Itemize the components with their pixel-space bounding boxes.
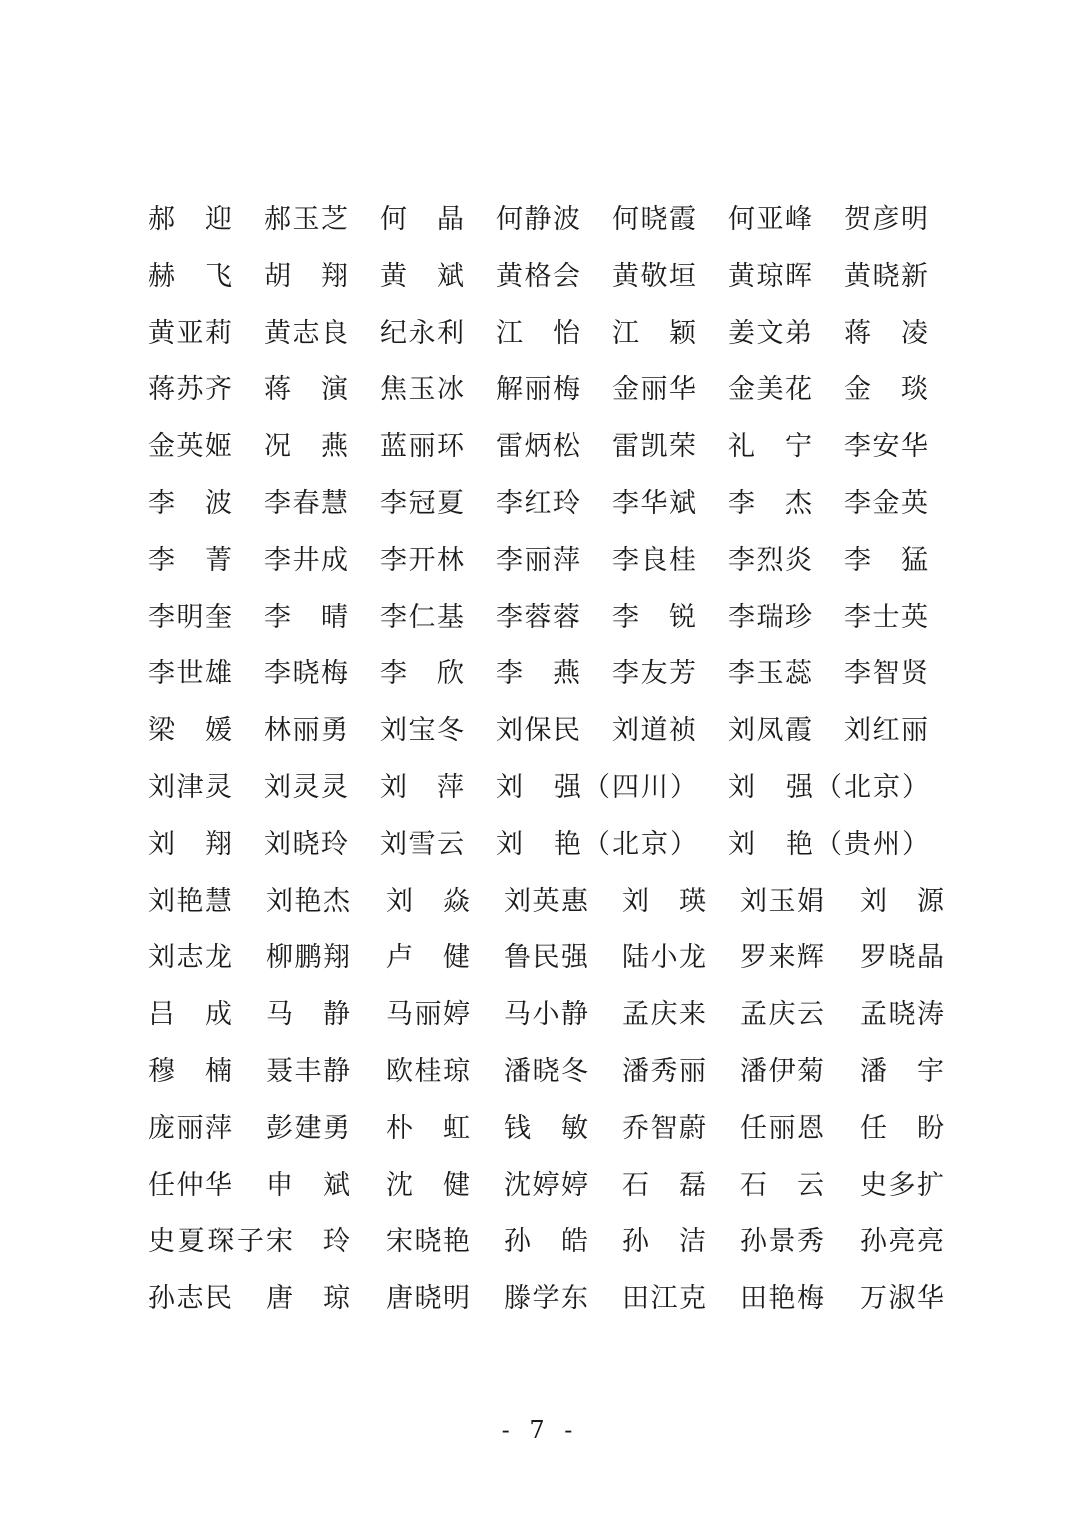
name-entry: 孙 亮 亮 xyxy=(860,1226,944,1258)
name-entry: 吕 成 xyxy=(148,999,232,1031)
name-entry: 孟 庆 云 xyxy=(740,999,824,1031)
name-entry: 李 金 英 xyxy=(844,488,928,519)
name-entry: 鲁 民 强 xyxy=(504,942,588,974)
name-row xyxy=(0,825,1080,865)
name-entry: 李 世 雄 xyxy=(148,658,232,690)
name-entry: 唐 晓 明 xyxy=(386,1283,470,1315)
name-entry: 黄 斌 xyxy=(380,260,464,292)
name-entry: 李 红 玲 xyxy=(496,488,580,519)
name-row xyxy=(0,654,1080,694)
name-entry: 柳 鹏 翔 xyxy=(266,942,350,974)
name-entry: 李 猛 xyxy=(844,544,928,576)
name-entry: 马 丽 婷 xyxy=(386,999,470,1031)
name-entry: 姜 文 弟 xyxy=(728,317,812,349)
name-entry: 李 瑞 珍 xyxy=(728,601,812,633)
name-entry: 贺 彦 明 xyxy=(844,204,928,235)
name-entry: 黄 晓 新 xyxy=(844,260,928,292)
name-entry: 石 磊 xyxy=(622,1169,706,1201)
name-row xyxy=(0,1109,1080,1149)
name-entry: 万 淑 华 xyxy=(860,1283,944,1315)
name-entry: 刘 萍 xyxy=(380,772,464,803)
name-entry: 蒋 凌 xyxy=(844,317,928,349)
name-row xyxy=(0,1052,1080,1092)
name-row xyxy=(0,200,1080,240)
name-entry: 何 静 波 xyxy=(496,204,580,235)
name-entry: 罗 来 辉 xyxy=(740,942,824,974)
name-entry: 马 小 静 xyxy=(504,999,588,1031)
name-row xyxy=(0,370,1080,410)
name-entry: 李 菁 xyxy=(148,544,232,576)
name-entry: 金 琰 xyxy=(844,374,928,406)
name-entry: 孙 志 民 xyxy=(148,1283,232,1315)
name-entry: 潘 秀 丽 xyxy=(622,1056,706,1087)
name-entry: 刘 英 惠 xyxy=(504,885,588,917)
name-row xyxy=(0,882,1080,922)
name-entry: 刘 瑛 xyxy=(622,885,706,917)
name-entry: 刘 雪 云 xyxy=(380,828,464,860)
name-entry: 任 丽 恩 xyxy=(740,1112,824,1144)
name-entry: 李 春 慧 xyxy=(264,488,348,519)
name-entry: 史 多 扩 xyxy=(860,1169,944,1201)
name-entry: 马 静 xyxy=(266,999,350,1031)
name-entry: 蒋 苏 齐 xyxy=(148,374,232,406)
name-entry: 潘 伊 菊 xyxy=(740,1056,824,1087)
name-entry: 李 开 林 xyxy=(380,544,464,576)
name-entry: 朴 虹 xyxy=(386,1112,470,1144)
name-entry: 雷 凯 荣 xyxy=(612,431,696,463)
name-entry: 沈 健 xyxy=(386,1169,470,1201)
name-entry: 黄 琼 晖 xyxy=(728,260,812,292)
name-row xyxy=(0,768,1080,808)
name-entry: 孙 皓 xyxy=(504,1226,588,1258)
name-entry: 况 燕 xyxy=(264,431,348,463)
name-row xyxy=(0,711,1080,751)
name-row xyxy=(0,1279,1080,1319)
name-entry: 宋 玲 xyxy=(266,1226,350,1258)
name-entry: 林 丽 勇 xyxy=(264,715,348,747)
name-entry: 刘 玉 娟 xyxy=(740,885,824,917)
name-entry: 钱 敏 xyxy=(504,1112,588,1144)
name-entry: 潘 宇 xyxy=(860,1056,944,1087)
name-entry: 李 冠 夏 xyxy=(380,488,464,519)
name-row xyxy=(0,257,1080,297)
name-row xyxy=(0,1166,1080,1206)
name-entry: 刘 宝 冬 xyxy=(380,715,464,747)
name-entry: 金 英 姬 xyxy=(148,431,232,463)
name-entry: 金 丽 华 xyxy=(612,374,696,406)
name-row xyxy=(0,484,1080,524)
name-entry: 孟 晓 涛 xyxy=(860,999,944,1031)
name-entry: 刘 翔 xyxy=(148,828,232,860)
name-entry: 郝 迎 xyxy=(148,204,232,235)
name-entry: 孙 景 秀 xyxy=(740,1226,824,1258)
name-entry: 刘 红 丽 xyxy=(844,715,928,747)
name-entry: 李 蓉 蓉 xyxy=(496,601,580,633)
name-entry: 刘 强（四川） xyxy=(496,772,699,803)
name-row xyxy=(0,427,1080,467)
name-entry: 潘 晓 冬 xyxy=(504,1056,588,1087)
name-entry: 李 士 英 xyxy=(844,601,928,633)
name-entry: 宋 晓 艳 xyxy=(386,1226,470,1258)
name-entry: 李 智 贤 xyxy=(844,658,928,690)
name-entry: 刘 灵 灵 xyxy=(264,772,348,803)
name-entry: 欧 桂 琼 xyxy=(386,1056,470,1087)
name-entry: 穆 楠 xyxy=(148,1056,232,1087)
name-entry: 解 丽 梅 xyxy=(496,374,580,406)
page-number: - 7 - xyxy=(501,1416,579,1444)
name-entry: 李 友 芳 xyxy=(612,658,696,690)
name-entry: 李 欣 xyxy=(380,658,464,690)
name-row xyxy=(0,938,1080,978)
name-entry: 史 夏 琛 子 xyxy=(148,1226,264,1258)
name-entry: 何 晶 xyxy=(380,204,464,235)
name-entry: 何 晓 霞 xyxy=(612,204,696,235)
name-entry: 梁 媛 xyxy=(148,715,232,747)
name-entry: 黄 格 会 xyxy=(496,260,580,292)
name-entry: 任 仲 华 xyxy=(148,1169,232,1201)
name-entry: 江 怡 xyxy=(496,317,580,349)
name-entry: 孟 庆 来 xyxy=(622,999,706,1031)
name-entry: 李 晓 梅 xyxy=(264,658,348,690)
name-entry: 罗 晓 晶 xyxy=(860,942,944,974)
name-entry: 沈 婷 婷 xyxy=(504,1169,588,1201)
name-entry: 李 杰 xyxy=(728,488,812,519)
name-entry: 任 盼 xyxy=(860,1112,944,1144)
name-entry: 黄 敬 垣 xyxy=(612,260,696,292)
name-entry: 李 玉 蕊 xyxy=(728,658,812,690)
name-entry: 申 斌 xyxy=(266,1169,350,1201)
name-entry: 田 江 克 xyxy=(622,1283,706,1315)
name-entry: 李 丽 萍 xyxy=(496,544,580,576)
name-entry: 刘 艳（北京） xyxy=(496,828,699,860)
name-entry: 江 颖 xyxy=(612,317,696,349)
name-entry: 田 艳 梅 xyxy=(740,1283,824,1315)
name-entry: 黄 亚 莉 xyxy=(148,317,232,349)
name-entry: 蒋 演 xyxy=(264,374,348,406)
name-entry: 唐 琼 xyxy=(266,1283,350,1315)
name-entry: 蓝 丽 环 xyxy=(380,431,464,463)
name-entry: 郝 玉 芝 xyxy=(264,204,348,235)
name-entry: 李 燕 xyxy=(496,658,580,690)
name-entry: 孙 洁 xyxy=(622,1226,706,1258)
name-row xyxy=(0,314,1080,354)
name-entry: 刘 志 龙 xyxy=(148,942,232,974)
name-entry: 赫 飞 xyxy=(148,260,232,292)
name-entry: 刘 强（北京） xyxy=(728,772,931,803)
name-entry: 李 晴 xyxy=(264,601,348,633)
name-entry: 李 安 华 xyxy=(844,431,928,463)
name-entry: 刘 艳 杰 xyxy=(266,885,350,917)
name-entry: 滕 学 东 xyxy=(504,1283,588,1315)
name-entry: 礼 宁 xyxy=(728,431,812,463)
name-entry: 刘 凤 霞 xyxy=(728,715,812,747)
name-row xyxy=(0,541,1080,581)
name-entry: 刘 艳 慧 xyxy=(148,885,232,917)
name-entry: 刘 晓 玲 xyxy=(264,828,348,860)
name-entry: 李 华 斌 xyxy=(612,488,696,519)
name-entry: 石 云 xyxy=(740,1169,824,1201)
name-entry: 李 波 xyxy=(148,488,232,519)
name-entry: 黄 志 良 xyxy=(264,317,348,349)
name-entry: 聂 丰 静 xyxy=(266,1056,350,1087)
name-entry: 刘 焱 xyxy=(386,885,470,917)
name-entry: 彭 建 勇 xyxy=(266,1112,350,1144)
name-entry: 刘 保 民 xyxy=(496,715,580,747)
name-entry: 庞 丽 萍 xyxy=(148,1112,232,1144)
name-entry: 乔 智 蔚 xyxy=(622,1112,706,1144)
name-entry: 刘 艳（贵州） xyxy=(728,828,931,860)
name-entry: 雷 炳 松 xyxy=(496,431,580,463)
name-entry: 胡 翔 xyxy=(264,260,348,292)
name-entry: 刘 津 灵 xyxy=(148,772,232,803)
name-entry: 李 仁 基 xyxy=(380,601,464,633)
name-entry: 卢 健 xyxy=(386,942,470,974)
name-row xyxy=(0,995,1080,1035)
name-entry: 陆 小 龙 xyxy=(622,942,706,974)
name-entry: 李 井 成 xyxy=(264,544,348,576)
name-entry: 李 烈 炎 xyxy=(728,544,812,576)
name-entry: 纪 永 利 xyxy=(380,317,464,349)
name-row xyxy=(0,598,1080,638)
name-entry: 刘 源 xyxy=(860,885,944,917)
name-entry: 李 锐 xyxy=(612,601,696,633)
name-entry: 金 美 花 xyxy=(728,374,812,406)
name-entry: 刘 道 祯 xyxy=(612,715,696,747)
name-entry: 李 良 桂 xyxy=(612,544,696,576)
name-entry: 焦 玉 冰 xyxy=(380,374,464,406)
name-entry: 李 明 奎 xyxy=(148,601,232,633)
name-row xyxy=(0,1222,1080,1262)
name-entry: 何 亚 峰 xyxy=(728,204,812,235)
